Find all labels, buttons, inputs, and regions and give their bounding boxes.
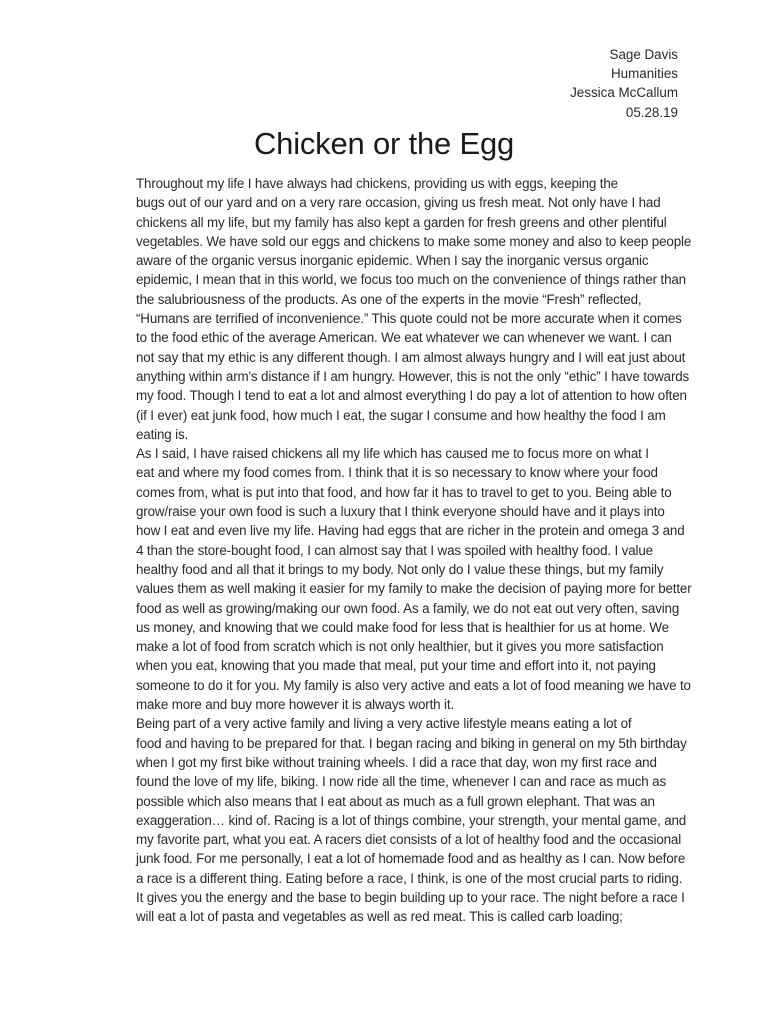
author-name: Sage Davis [609, 47, 678, 62]
text-line: anything within arm's distance if I am hungry. However, this is not the only “ethic” I have towards [136, 368, 690, 384]
text-line: make more and buy more however it is always worth it. [136, 697, 455, 713]
text-line: vegetables. We have sold our eggs and chickens to make some money and also to keep people [136, 233, 692, 249]
text-line: “Humans are terrified of inconvenience.” This quote could not be more accurate when it comes [136, 311, 682, 327]
text-line: exaggeration… kind of. Racing is a lot of things combine, your strength, your mental game, and [136, 812, 687, 828]
date: 05.28.19 [625, 104, 678, 120]
text-line: It gives you the energy and the base to begin building up to your race. The night before a race I [136, 889, 685, 905]
paragraph [88, 444, 692, 714]
text-line: grow/raise your own food is such a luxury that I think everyone should have and it plays into [136, 504, 665, 520]
text-line: how I eat and even live my life. Having had eggs that are richer in the protein and omega 3 and [136, 523, 685, 539]
text-line: us money, and knowing that we could make food for less that is healthier for us at home. We [136, 619, 669, 635]
paragraph [88, 714, 687, 926]
text-line: the salubriousness of the products. As one of the experts in the movie “Fresh” reflected, [136, 291, 642, 307]
text-line: my food. Though I tend to eat a lot and almost everything I do pay a lot of attention to how often [136, 388, 687, 404]
instructor-name: Jessica McCallum [570, 85, 678, 101]
course-name: Humanities [611, 66, 678, 82]
text-line: values them as well making it easier for my family to make the decision of paying more for better [136, 581, 692, 597]
text-line: make a lot of food from scratch which is not only healthier, but it gives you more satisfaction [136, 639, 664, 655]
paragraph [88, 174, 692, 444]
text-line: (if I ever) eat junk food, how much I eat, the sugar I consume and how healthy the food I am [136, 407, 666, 423]
text-line: aware of the organic versus inorganic epidemic. When I say the inorganic versus organic [136, 253, 649, 269]
text-line: when I got my first bike without training wheels. I did a race that day, won my first race and [136, 754, 657, 770]
text-line: Throughout my life I have always had chickens, providing us with eggs, keeping the [136, 176, 618, 191]
text-line: to the food ethic of the average American. We eat whatever we can whenever we want. I can [136, 330, 672, 346]
text-line: Being part of a very active family and living a very active lifestyle means eating a lot of [136, 716, 632, 732]
text-line: my favorite part, what you eat. A racers diet consists of a lot of healthy food and the occasional [136, 832, 682, 848]
text-line: found the love of my life, biking. I now ride all the time, whenever I can and race as much as [136, 774, 666, 790]
text-line: chickens all my life, but my family has also kept a garden for fresh greens and other plentiful [136, 214, 667, 230]
text-line: 4 than the store-bought food, I can almost say that I was spoiled with healthy food. I value [136, 542, 653, 558]
text-line: someone to do it for you. My family is also very active and eats a lot of food meaning we have to [136, 677, 691, 693]
document-body [88, 174, 692, 927]
text-line: eating is. [136, 426, 189, 442]
text-line: a race is a different thing. Eating before a race, I think, is one of the most crucial parts to riding. [136, 870, 683, 886]
text-line: junk food. For me personally, I eat a lot of homemade food and as healthy as I can. Now before [136, 851, 686, 867]
text-line: when you eat, knowing that you made that meal, put your time and effort into it, not paying [136, 658, 656, 674]
text-line: bugs out of our yard and on a very rare occasion, giving us fresh meat. Not only have I had [136, 195, 661, 211]
text-line: not say that my ethic is any different though. I am almost always hungry and I will eat just about [136, 349, 686, 365]
text-line: healthy food and all that it brings to my body. Not only do I value these things, but my family [136, 561, 664, 577]
text-line: food as well as growing/making our own food. As a family, we do not eat out very often, saving [136, 600, 680, 616]
text-line: epidemic, I mean that in this world, we focus too much on the convenience of things rather than [136, 272, 686, 288]
text-line: As I said, I have raised chickens all my life which has caused me to focus more on what I [136, 446, 649, 462]
document-title: Chicken or the Egg [253, 126, 515, 161]
text-line: comes from, what is put into that food, and how far it has to travel to get to you. Being able to [136, 484, 672, 500]
text-line: possible which also means that I eat about as much as a full grown elephant. That was an [136, 793, 655, 809]
text-line: food and having to be prepared for that. I began racing and biking in general on my 5th birthday [136, 735, 687, 751]
text-line: will eat a lot of pasta and vegetables as well as red meat. This is called carb loading; [136, 909, 623, 925]
header-block [570, 45, 678, 122]
text-line: eat and where my food comes from. I think that it is so necessary to know where your food [136, 465, 658, 481]
